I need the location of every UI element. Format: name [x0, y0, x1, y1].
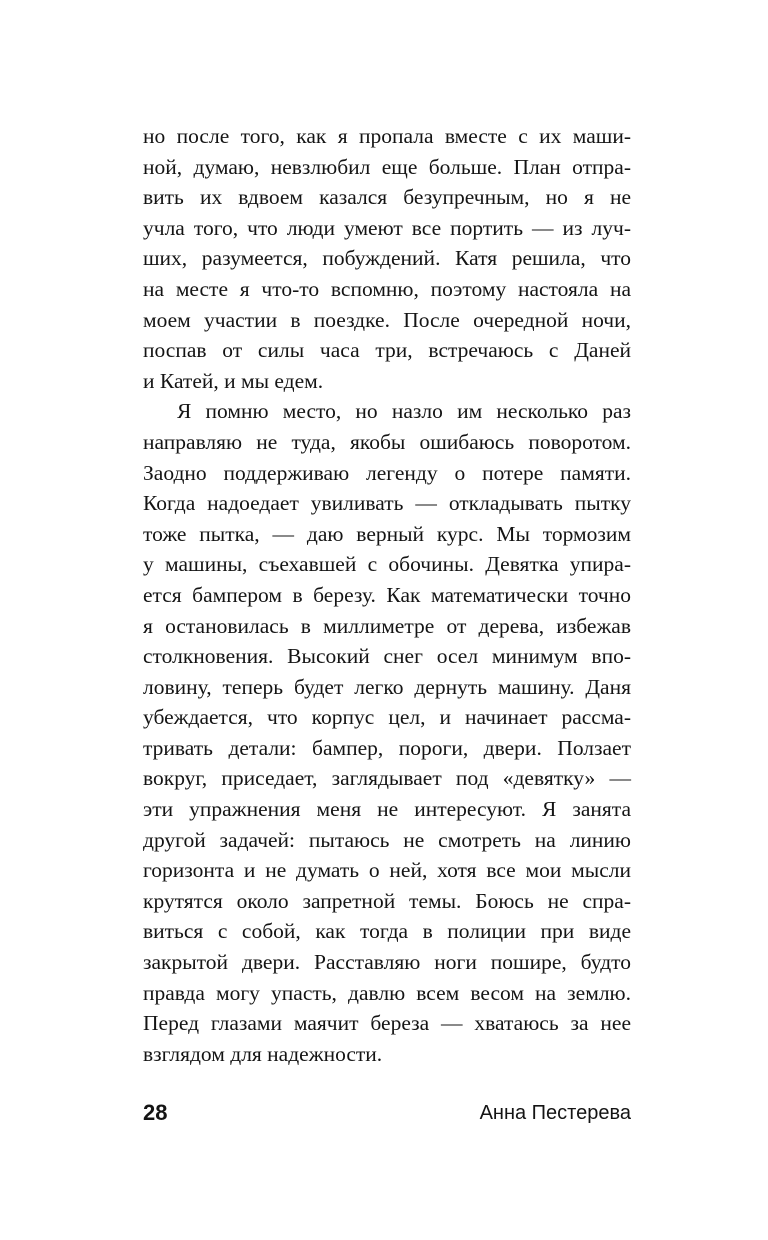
text-line: виться с собой, как тогда в полиции при виде	[143, 919, 631, 944]
text-line: горизонта и не думать о ней, хотя все мои мысли	[143, 858, 631, 883]
text-line: но после того, как я пропала вместе с их маши-	[143, 124, 631, 148]
text-line: вить их вдвоем казался безупречным, но я не	[143, 185, 631, 210]
text-line: ших, разумеется, побуждений. Катя решила, что	[143, 246, 631, 271]
text-line: ловину, теперь будет легко дернуть машину. Даня	[143, 674, 631, 699]
text-line: вокруг, приседает, заглядывает под «девятку» —	[143, 766, 631, 791]
text-line: на месте я что-то вспомню, поэтому настояла на	[143, 276, 631, 301]
text-line: моем участии в поездке. После очередной ночи,	[143, 307, 631, 332]
text-line: эти упражнения меня не интересуют. Я занята	[143, 797, 631, 822]
text-line: поспав от силы часа три, встречаюсь с Даней	[143, 338, 631, 363]
text-line: правда могу упасть, давлю всем весом на землю.	[143, 980, 631, 1005]
page-number: 28	[143, 1100, 168, 1125]
text-line: у машины, съехавшей с обочины. Девятка упира-	[143, 552, 631, 577]
text-line: закрытой двери. Расставляю ноги пошире, будто	[143, 950, 631, 975]
text-line: тоже пытка, — даю верный курс. Мы тормозим	[143, 521, 631, 546]
text-line: столкновения. Высокий снег осел минимум впо-	[143, 644, 631, 669]
text-line: учла того, что люди умеют все портить — из луч-	[143, 215, 631, 240]
text-line: крутятся около запретной темы. Боюсь не спра-	[143, 888, 631, 913]
text-line: Когда надоедает увиливать — откладывать пытку	[143, 491, 631, 516]
page-footer	[143, 1093, 631, 1133]
text-line: направляю не туда, якобы ошибаюсь поворотом.	[143, 429, 631, 454]
text-line: ется бампером в березу. Как математически точно	[143, 582, 631, 607]
body-text	[143, 121, 631, 1069]
text-line: другой задачей: пытаюсь не смотреть на линию	[143, 827, 631, 852]
text-line: Заодно поддерживаю легенду о потере памяти.	[143, 460, 631, 485]
text-line: взглядом для надежности.	[143, 1041, 383, 1066]
text-line: ной, думаю, невзлюбил еще больше. План отпра-	[143, 154, 631, 179]
text-line: тривать детали: бампер, пороги, двери. Ползает	[143, 735, 631, 760]
text-line: я остановилась в миллиметре от дерева, избежав	[143, 613, 631, 638]
text-line: и Катей, и мы едем.	[143, 368, 324, 393]
author-name: Анна Пестерева	[479, 1102, 631, 1124]
text-line: убеждается, что корпус цел, и начинает рассма-	[143, 705, 631, 730]
text-line: Перед глазами маячит береза — хватаюсь за нее	[143, 1011, 631, 1036]
text-line: Я помню место, но назло им несколько раз	[177, 399, 631, 424]
